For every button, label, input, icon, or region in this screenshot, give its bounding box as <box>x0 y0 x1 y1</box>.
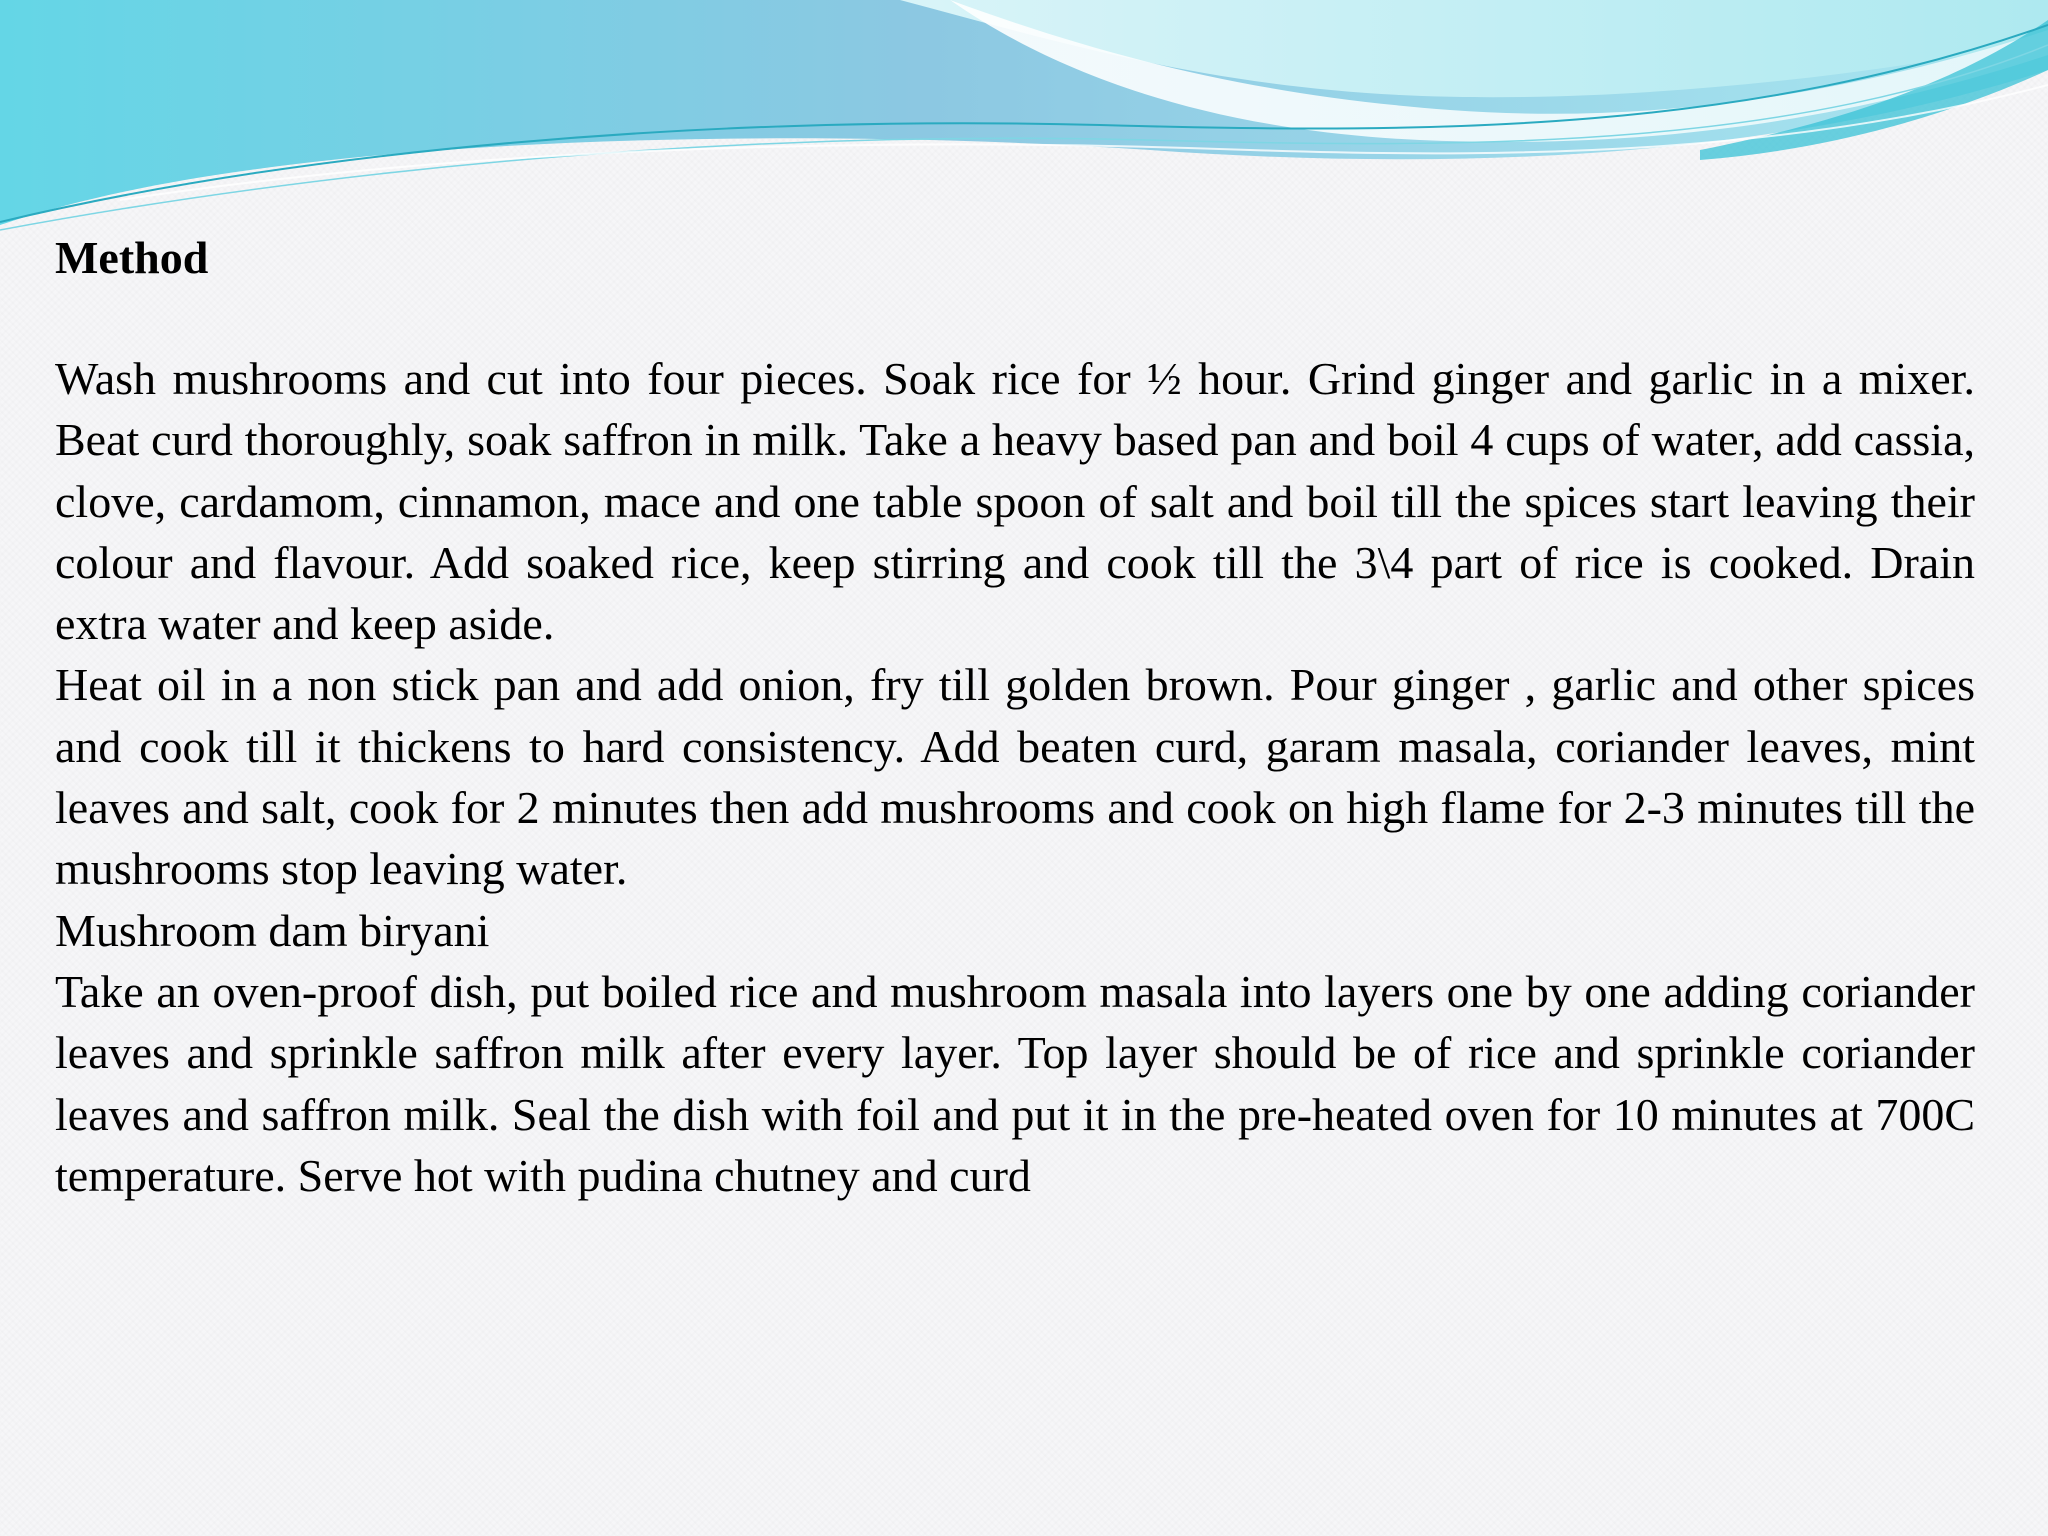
section-heading: Method <box>55 232 209 283</box>
method-subheading: Mushroom dam biryani <box>55 904 490 956</box>
method-paragraph-1: Wash mushrooms and cut into four pieces. Soak rice for ½ hour. Grind ginger and garlic in a mixer. Beat curd thoroughly, soak saffron in milk. Take a heavy based pan and boil 4 cups of water, add cassia, clove, cardamom, cinnamon, mace and one table spoon of salt and boil till the spices start leaving their colour and flavour. Add soaked rice, keep stirring and cook till the 3\4 part of rice is cooked. Drain extra water and keep aside. <box>55 353 1975 650</box>
method-paragraph-2: Heat oil in a non stick pan and add onion, fry till golden brown. Pour ginger , garlic and other spices and cook till it thickens to hard consistency. Add beaten curd, garam masala, coriander leaves, mint leaves and salt, cook for 2 minutes then add mushrooms and cook on high flame for 2-3 minutes till the mushrooms stop leaving water. <box>55 659 1975 895</box>
slide-content <box>55 228 1975 1206</box>
method-paragraph-3: Take an oven-proof dish, put boiled rice and mushroom masala into layers one by one adding coriander leaves and sprinkle saffron milk after every layer. Top layer should be of rice and sprinkle coriander leaves and saffron milk. Seal the dish with foil and put it in the pre-heated oven for 10 minutes at 700C temperature. Serve hot with pudina chutney and curd <box>55 965 1975 1201</box>
wave-header-decoration <box>0 0 2048 240</box>
